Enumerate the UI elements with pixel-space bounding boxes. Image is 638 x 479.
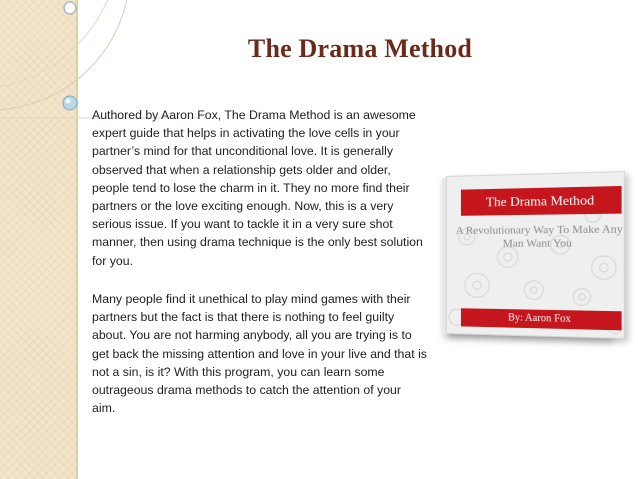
book-image [436,172,626,344]
slide-title: The Drama Method [247,34,473,63]
paragraph-intro: Authored by Aaron Fox, The Drama Method is an awesome expert guide that helps in activating the love cells in your partner’s mind for that unconditional love. It is generally observed that when a relationship gets older and older, people tend to lose the charm in it. They no more find their partners or the love exciting enough. Now, this is a very serious issue. If you want to tackle it in a very sure shot manner, then using drama technique is the only best solution for you. [92,108,423,268]
book-cover-author: By: Aaron Fox [461,308,622,330]
deco-bubble-highlight [66,99,71,104]
book-cover-subtitle: A Revolutionary Way To Make Any Man Want You [455,223,623,250]
paragraph-ethics: Many people find it unethical to play mind games with their partners but the fact is that there is nothing to feel guilty about. You are not harming anybody, all you are trying is to get back the missing attention and love in your live and that is not a sin, is it? With this program, you can learn some outrageous drama methods to catch the attention of your aim. [92,292,427,416]
book-cover-title: The Drama Method [461,186,622,216]
book-cover [446,171,625,339]
deco-bubble-small [64,2,76,14]
deco-bubble-blue [63,96,77,110]
